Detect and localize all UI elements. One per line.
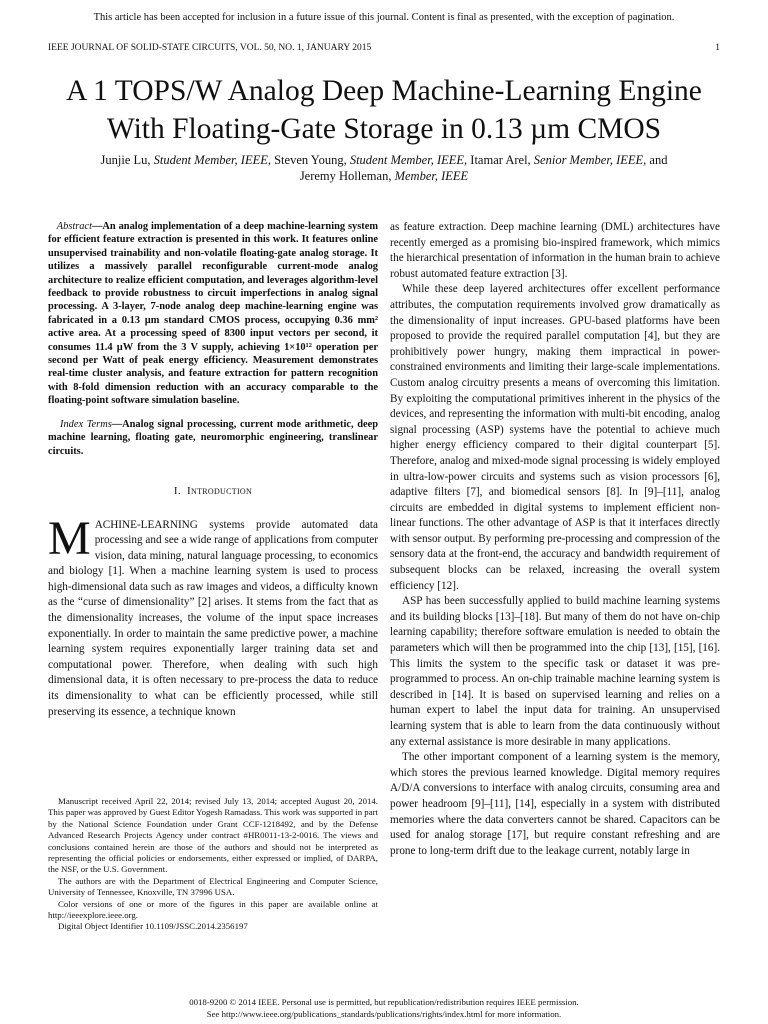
running-head	[48, 43, 720, 53]
author-affiliation: Student Member, IEEE,	[153, 153, 271, 167]
author-affiliation: Senior Member, IEEE,	[533, 153, 647, 167]
body-paragraph: While these deep layered architectures offer excellent performance attributes, the computation requirements involved grow dramatically as the dimensionality of input increases. GPU-based platforms have been proposed to provide the required parallel computation [4], but they are prohibitively power hungry, making them impractical in power-constrained environments and limiting their large-scale implementations. Custom analog circuitry presents a means of overcoming this limitation. By exploiting the computational primitives inherent in the physics of the devices, and representing the information with multi-bit encoding, analog signal processing (ASP) systems have the potential to achieve much higher energy efficiency compared to their digital counterpart [5]. Therefore, analog and mixed-mode signal processing is widely employed in ultra-low-power circuits and systems such as vision processors [6], adaptive filters [7], and biomedical sensors [8]. In [9]–[11], analog circuits are embedded in digital systems to implement efficient non-linear functions. The other advantage of ASP is that it interfaces directly with sensor output. By performing pre-processing and compression of the sensory data at the front-end, the accuracy and bandwidth requirement of subsequent blocks can be relaxed, increasing the overall system efficiency [12].	[390, 283, 720, 592]
section-heading	[48, 484, 378, 500]
intro-paragraph	[48, 511, 378, 721]
author-name: Steven Young,	[274, 153, 347, 167]
author-affiliation: Student Member, IEEE,	[349, 153, 468, 167]
abstract	[48, 220, 378, 408]
acceptance-notice: This article has been accepted for inclusion in a future issue of this journal. Content is final as presented, with the exception of pagination.	[93, 12, 675, 23]
permissions-line: See http://www.ieee.org/publications_standards/publications/rights/index.html for more information.	[206, 1009, 562, 1019]
section-title: Introduction	[187, 484, 253, 497]
copyright-line: 0018-9200 © 2014 IEEE. Personal use is permitted, but republication/redistribution requires IEEE permission.	[189, 997, 579, 1007]
body-paragraph: as feature extraction. Deep machine learning (DML) architectures have recently emerged as a promising bio-inspired framework, which mimics the hierarchical presentation of information in the human brain to achieve robust automated feature extraction [3].	[390, 221, 720, 280]
author-name: Itamar Arel,	[470, 153, 531, 167]
author-conjunction: and	[649, 153, 668, 167]
author-name: Jeremy Holleman,	[299, 168, 392, 183]
intro-text: systems provide automated data processing and see a wide range of applications from computer vision, data mining, natural language processing, to economics and biology [1]. When a machine learning system is used to process high-dimensional data such as raw images and videos, a difficulty known as the “curse of dimensionality” [2] arises. It stems from the fact that as the dimensionality increases, the volume of the input space increases exponentially. In order to maintain the same predictive power, a machine learning system requires exponentially larger training data set and computational power. Therefore, when dealing with such high dimensional data, it is often necessary to pre-process the data to reduce its dimensionality to what can be efficiently processed, while still preserving its essence, a technique known	[48, 518, 378, 718]
section-number: I.	[173, 484, 181, 497]
index-terms-label: Index Terms	[60, 418, 112, 430]
paper-title	[30, 72, 738, 148]
journal-name: IEEE JOURNAL OF SOLID-STATE CIRCUITS, VOL. 50, NO. 1, JANUARY 2015	[48, 43, 372, 53]
footnote-manuscript: Manuscript received April 22, 2014; revised July 13, 2014; accepted August 20, 2014. This paper was approved by Guest Editor Yogesh Ramadass. This work was supported in part by the National Science Foundation under Grant CCF-1218492, and by the Defense Advanced Research Projects Agency under contract #HR0011-13-2-0016. The views and conclusions contained herein are those of the authors and should not be interpreted as representing the official policies or endorsements, either expressed or implied, of DARPA, the NSF, or the U.S. Government.	[48, 796, 378, 875]
footnote-affiliation: The authors are with the Department of Electrical Engineering and Computer Science, University of Tennessee, Knoxville, TN 37996 USA.	[48, 875, 378, 898]
drop-cap: M	[48, 511, 91, 565]
page-number: 1	[715, 43, 720, 53]
index-terms-text: —Analog signal processing, current mode arithmetic, deep machine learning, floating gate, neuromorphic engineering, translinear circuits.	[48, 418, 378, 457]
abstract-text: —An analog implementation of a deep machine-learning system for efficient feature extraction is presented in this work. It features online unsupervised trainability and non-volatile floating-gate analog storage. It utilizes a massively parallel reconfigurable current-mode analog architecture to realize efficient computation, and leverages algorithm-level feedback to provide robustness to circuit imperfections in analog signal processing. A 3-layer, 7-node analog deep machine-learning engine was fabricated in a 0.13 µm standard CMOS process, occupying 0.36 mm² active area. At a processing speed of 8300 input vectors per second, it consumes 11.4 µW from the 3 V supply, achieving 1×10¹² operation per second per Watt of peak energy efficiency. Measurement demonstrates real-time cluster analysis, and feature extraction for pattern recognition with 8-fold dimension reduction with an accuracy comparable to the floating-point software simulation baseline.	[48, 221, 378, 407]
body-paragraph: The other important component of a learning system is the memory, which stores the previous learned knowledge. Digital memory requires A/D/A conversions to interface with analog circuits, consuming area and power headroom [9]–[11], [14], especially in a system with distributed memories where the data converters cannot be shared. Capacitors can be used for analog storage [17], but require constant refreshing and are prone to long-term drift due to the leakage current, notably large in	[390, 751, 720, 857]
left-column	[48, 220, 378, 720]
intro-lead-word: ACHINE-LEARNING	[94, 518, 198, 531]
footnotes	[48, 796, 378, 933]
copyright-footer	[0, 996, 768, 1020]
body-paragraph: ASP has been successfully applied to build machine learning systems and its building blocks [13]–[18]. But many of them do not have on-chip learning capability; therefore software emulation is needed to obtain the parameters which will then be programmed into the chip [13], [15], [16]. This limits the system to the specific task or dataset it was pre-programmed to process. An on-chip trainable machine learning system is described in [14]. It is based on supervised learning and relies on a human expert to label the input data for training. An unsupervised learning system that is able to learn from the data continuously without any external assistance is more desirable in many applications.	[390, 595, 720, 748]
title-line-1: A 1 TOPS/W Analog Deep Machine-Learning Engine	[66, 75, 702, 107]
author-affiliation: Member, IEEE	[394, 168, 469, 183]
index-terms	[48, 418, 378, 458]
author-name: Junjie Lu,	[100, 153, 151, 167]
abstract-label: Abstract	[56, 221, 92, 232]
author-list	[40, 153, 728, 184]
title-line-2: With Floating-Gate Storage in 0.13 µm CMOS	[106, 113, 662, 145]
footnote-doi: Digital Object Identifier 10.1109/JSSC.2014.2356197	[58, 921, 248, 932]
right-column	[390, 220, 720, 859]
footnote-color: Color versions of one or more of the figures in this paper are available online at http://ieeexplore.ieee.org.	[48, 898, 378, 921]
